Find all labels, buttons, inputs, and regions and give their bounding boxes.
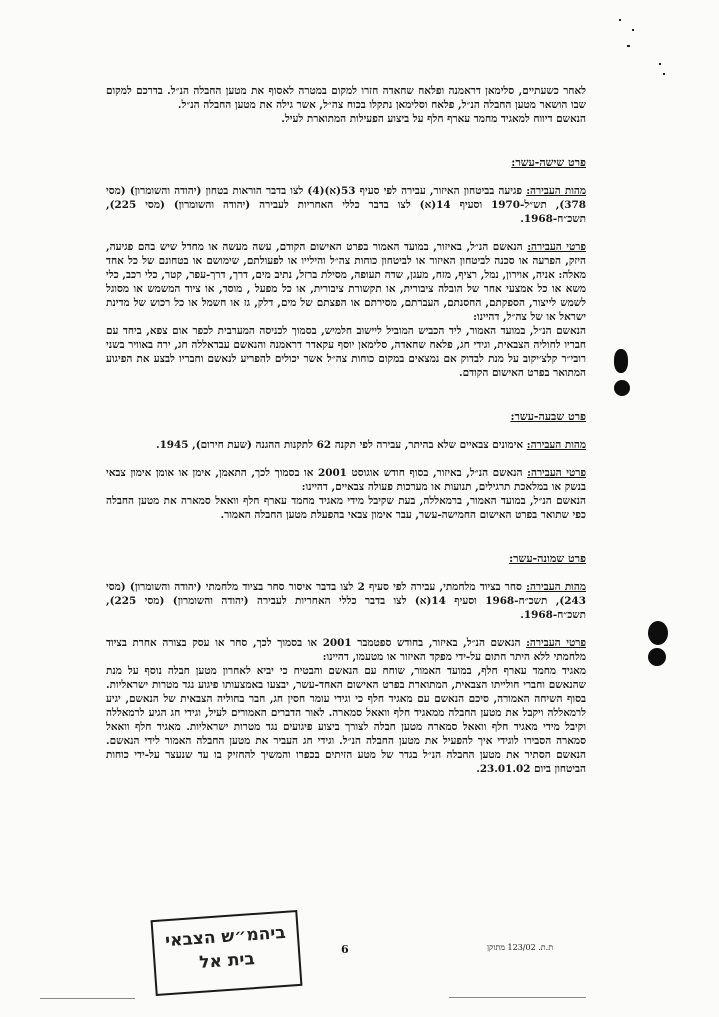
- punch-hole-mark: [648, 621, 668, 645]
- scan-speck: [632, 29, 634, 31]
- section-title: פרט שבעה-עשר:: [510, 410, 586, 423]
- offense-label: מהות העבירה:: [526, 581, 586, 593]
- intro-paragraph: הנאשם דיווח למאגיד מחמד עארף חלף על ביצוע הפעילות המתוארת לעיל.: [281, 113, 586, 125]
- scan-speck: [663, 73, 665, 75]
- punch-hole-mark: [614, 380, 630, 396]
- stamp-line: בית אל: [198, 949, 256, 973]
- details-label: פרטי העבירה:: [526, 637, 586, 649]
- offense-text: פגיעה בביטחון האיזור, עבירה לפי סעיף 53(א)(4) לצו בדבר הוראות בטחון (יהודה והשומרון) (מסי 378), תש״ל-1970 וסעיף 14(א) לצו בדבר כללי האחריות לעבירה (יהודה והשומרון) (מסי 225), תשכ״ח-1968.: [106, 185, 586, 225]
- offense-label: מהות העבירה:: [526, 439, 586, 451]
- details-text: הנאשם הנ״ל, באיזור, בחודש ספטמבר 2001 או בסמוך לכך, סחר או עסק בצורה אחרת בציוד מלחמתי ללא היתר חתום על-ידי מפקד האיזור או מטעמו, דהיינו:: [106, 637, 586, 663]
- page-number: 6: [341, 943, 349, 956]
- offense-text: סחר בציוד מלחמתי, עבירה לפי סעיף 2 לצו בדבר איסור סחר בציוד מלחמתי (יהודה והשומרון) (מסי 243), תשכ״ח-1968 וסעיף 14(א) לצו בדבר כללי האחריות לעבירה (יהודה והשומרון) (מסי 225), תשכ״ח-1968.: [106, 581, 586, 621]
- offense-details: [106, 240, 586, 324]
- section-title: פרט שישה-עשר:: [511, 156, 586, 169]
- document-body: [106, 84, 586, 776]
- footer-reference: ת.ת. 123/02 מתוקן: [487, 943, 554, 952]
- details-continuation: הנאשם הנ״ל, במועד האמור, ליד הכביש המוביל ליישוב חלמיש, בסמוך לכניסה המערבית לכפר אום צפא, ביחד עם חבריו לחוליה הצבאית, וגידי חג, פלאח שחאדה, סלימאן יוסף עקאדר דראמנה והנאשם עבדאללה חג, ירה באוויר בשני רובי״ר קלצ׳יקוב על מנת לבדוק אם נמצאים במקום כוחות צה״ל אשר יכולים להפריע לנאשם וחבריו לבצע את הפיגוע המתואר בפרט האישום הקודם.: [106, 325, 586, 379]
- offense-nature: [106, 580, 586, 622]
- stamp-line: ביהמ״ש הצבאי: [164, 922, 287, 952]
- offense-details: [106, 636, 586, 664]
- offense-text: אימונים צבאיים שלא בהיתר, עבירה לפי תקנה 62 לתקנות ההגנה (שעת חירום), 1945.: [155, 439, 524, 451]
- details-text: הנאשם הנ״ל, באיזור, בסוף חודש אוגוסט 2001 או בסמוך לכך, התאמן, אימן או אומן אימון צבאי בנשק או במלאכת תרגילים, תנועות או מערכות פעולה צבאיים, דהיינו:: [106, 467, 586, 493]
- offense-details: [106, 466, 586, 494]
- offense-label: מהות העבירה:: [526, 185, 586, 197]
- scan-speck: [619, 19, 621, 21]
- punch-hole-mark: [648, 648, 666, 666]
- court-stamp: [151, 910, 303, 996]
- details-text: הנאשם הנ״ל, באיזור, במועד האמור בפרט האישום הקודם, עשה מעשה או מחדל שיש בהם פגיעה, היזק, הפרעה או סכנה לביטחון האיזור או לביטחון כוחות צה״ל והילייו או לפעולתם, שימושם או בטחונם של כל אחד מאלה: אניה, אוירון, נמל, רציף, מזח, מעגן, שדה תעופה, מסילת ברזל, נתיב מים, דרך, דרך-עפר, קטר, כלי רכב, כלי משא או כל אמצעי אחר של הובלה ציבורית, או תקשורת ציבורית, או כל מפעל , מוסד, או ציוד המשמש או מסוגל לשמש לייצור, הספקתם, החסנתם, העברתם, מסירתם או הפצתם של מים, דלק, גז או חשמל או כל רכוש של מדינת ישראל או של צה״ל, דהיינו:: [106, 241, 586, 323]
- offense-nature: [106, 438, 586, 452]
- punch-hole-mark: [614, 349, 628, 373]
- scan-speck: [627, 45, 630, 47]
- details-label: פרטי העבירה:: [527, 241, 586, 253]
- scan-speck: [659, 63, 661, 65]
- details-continuation: מאגיד מחמד עארף חלף, במועד האמור, שוחח עם הנאשם והבטיח כי יביא לאחרון מטען חבלה נוסף על מנת שהנאשם וחברי חולייתו הצבאית, המתוארת בפרט האישום האחד-עשר, יבצעו באמצעותו פיגוע נגד מטרות ישראליות. בסוף השיחה האמורה, סיכם הנאשם עם מאגיד חלף כי וגידי עומר חסין חג, חבר בחוליה הצבאית של הנאשם, יגיע לרמאללה ויקבל את מטען החבלה ממאגיד חלף וואאל סמארה. לאור הדברים האמורים לעיל, וגידי חג הגיע לרמאללה וקיבל מידי מאגיד חלף וואאל סמארה מטען חבלה לצורך ביצוע פיגועים נגד מטרות ישראליות. מאגיד חלף וואאל סמארה הסבירו לוגידי איך להפעיל את מטען החבלה הנ״ל. וגידי חג העביר את מטען החבלה האמור לידי הנאשם. הנאשם הסתיר את מטען החבלה הנ״ל בגדר של מטע הזיתים בכפרו והמשיך להחזיק בו עד שנעצר על-ידי כוחות הביטחון ביום 23.01.02.: [106, 665, 586, 775]
- details-label: פרטי העבירה:: [527, 467, 586, 479]
- offense-nature: [106, 184, 586, 226]
- intro-paragraph: לאחר כשעתיים, סלימאן דראמנה ופלאח שחאדה חזרו למקום במטרה לאסוף את מטען החבלה הנ״ל. בדרכם למקום שבו הושאר מטען החבלה הנ״ל, פלאח וסלימאן נתקלו בכוח צה״ל, אשר גילה את מטען החבלה הנ״ל.: [106, 85, 586, 111]
- footer-rule: [449, 997, 586, 998]
- details-continuation: הנאשם הנ״ל, במועד האמור, ברמאללה, בעת שקיבל מידי מאגיד מחמד עארף חלף וואאל סמארה את מטען החבלה כפי שתואר בפרט האישום החמישה-עשר, עבר אימון צבאי בהפעלת מטען החבלה האמור.: [106, 495, 586, 521]
- footer-rule: [40, 998, 135, 999]
- section-title: פרט שמונה-עשר:: [509, 552, 586, 565]
